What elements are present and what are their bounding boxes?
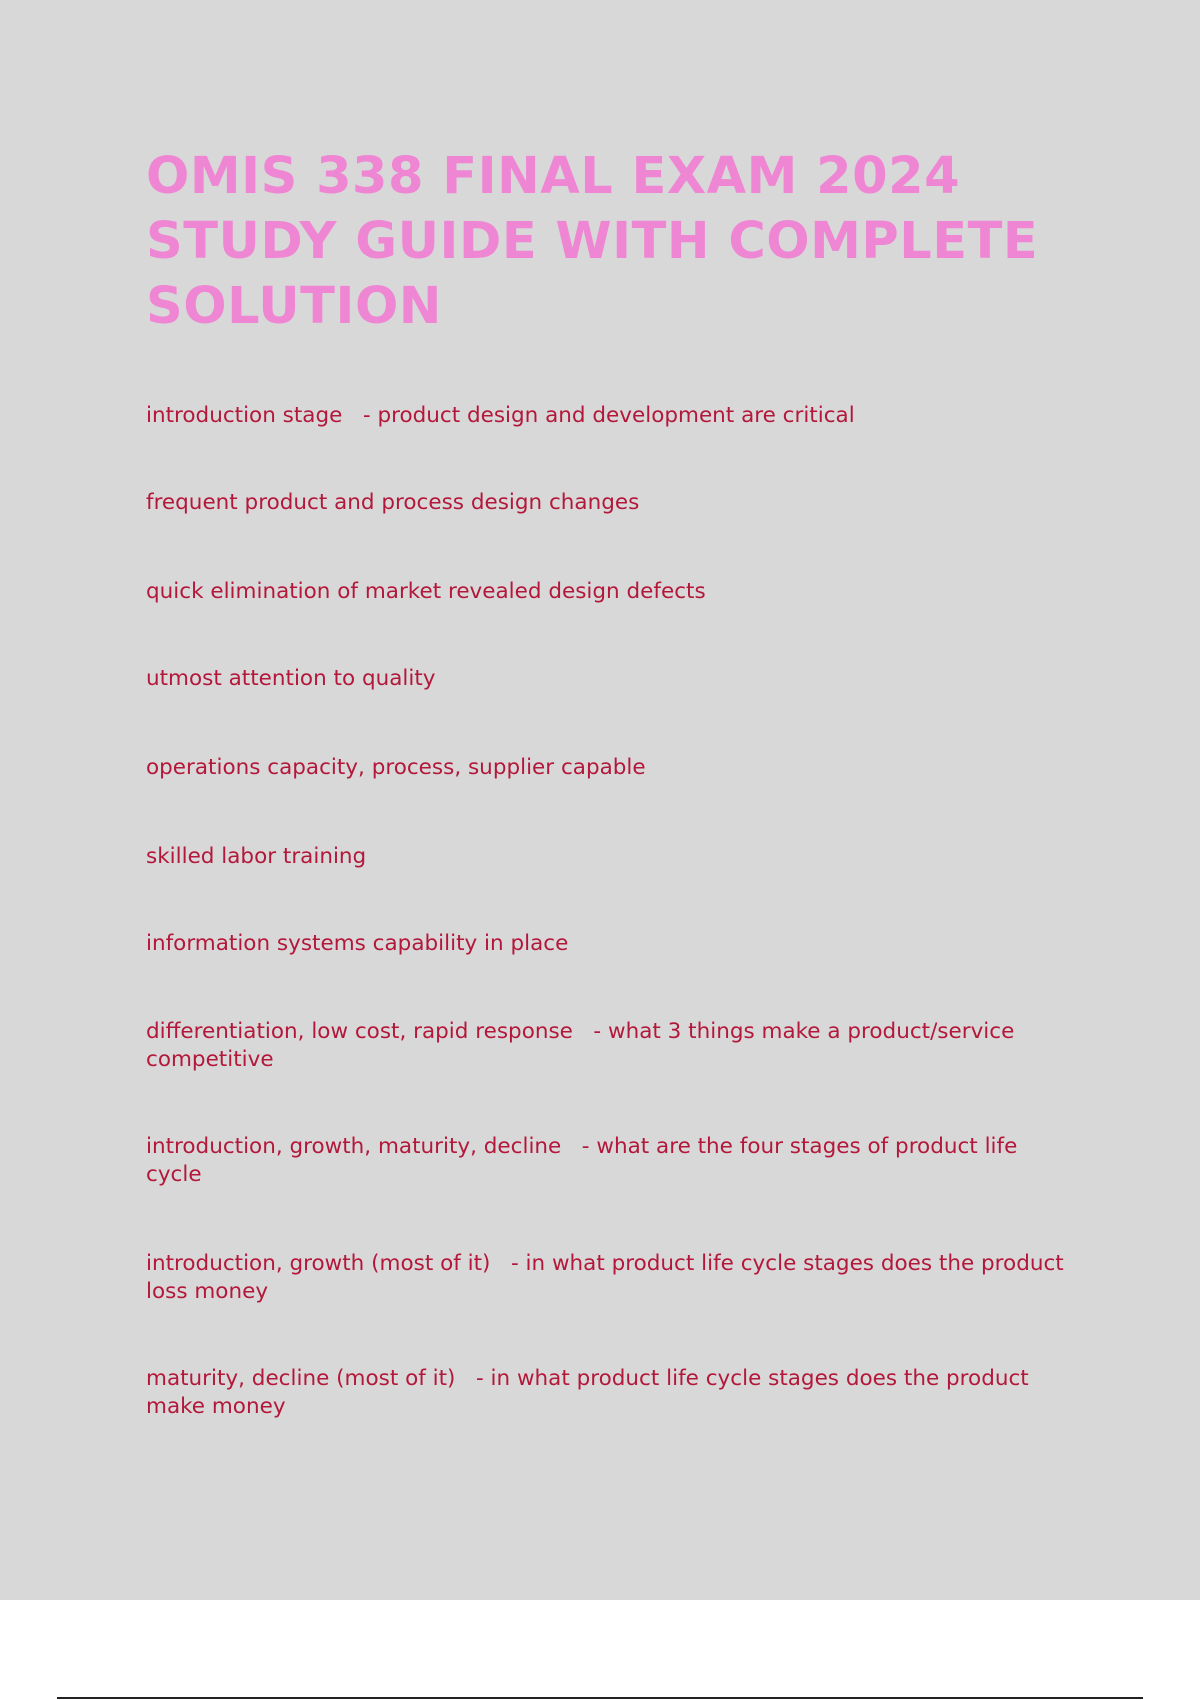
- study-entry: frequent product and process design changes: [146, 490, 640, 515]
- study-entry: information systems capability in place: [146, 931, 569, 956]
- study-entry: introduction, growth (most of it) - in what product life cycle stages does the product loss money: [146, 1251, 1071, 1304]
- study-entry: skilled labor training: [146, 844, 367, 869]
- study-entry: utmost attention to quality: [146, 666, 436, 691]
- document-title: OMIS 338 FINAL EXAM 2024 STUDY GUIDE WITH COMPLETE SOLUTION: [146, 147, 1039, 336]
- study-entry: differentiation, low cost, rapid response - what 3 things make a product/service competitive: [146, 1019, 1022, 1072]
- study-entry: introduction, growth, maturity, decline - what are the four stages of product life cycle: [146, 1134, 1025, 1187]
- study-entry: operations capacity, process, supplier capable: [146, 755, 646, 780]
- study-entry: introduction stage - product design and development are critical: [146, 403, 855, 428]
- study-entry: maturity, decline (most of it) - in what product life cycle stages does the product make money: [146, 1366, 1036, 1419]
- study-entry: quick elimination of market revealed design defects: [146, 579, 706, 604]
- footer-divider: [57, 1697, 1143, 1699]
